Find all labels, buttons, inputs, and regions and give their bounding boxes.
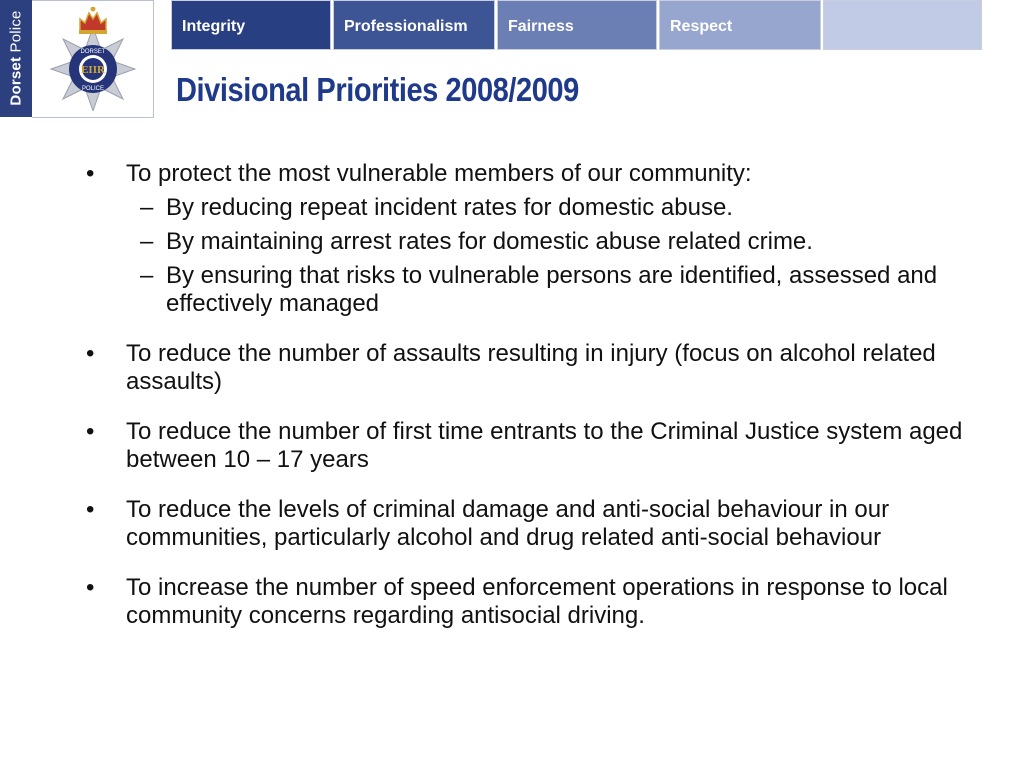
priority-text: To reduce the number of assaults resulting in injury (focus on alcohol related assaults) xyxy=(126,340,936,395)
priority-item xyxy=(86,160,966,318)
priority-text: To reduce the levels of criminal damage and anti-social behaviour in our communities, particularly alcohol and drug related anti-social behaviour xyxy=(126,496,890,551)
brand-wordmark: Dorset Police xyxy=(7,10,25,106)
dash-icon: – xyxy=(140,262,154,289)
value-tab-integrity: Integrity xyxy=(171,0,331,50)
sub-item-text: By ensuring that risks to vulnerable persons are identified, assessed and effectively managed xyxy=(166,262,938,317)
priority-item xyxy=(86,340,966,396)
sub-item-text: By maintaining arrest rates for domestic abuse related crime. xyxy=(166,228,813,255)
sub-item xyxy=(126,194,966,222)
bullet-icon: • xyxy=(86,418,95,445)
bullet-icon: • xyxy=(86,496,95,523)
crest-ring-bottom: POLICE xyxy=(81,86,105,92)
priority-item xyxy=(86,496,966,552)
bullet-icon: • xyxy=(86,340,95,367)
crest-ring-top: DORSET xyxy=(80,49,106,55)
priority-item xyxy=(86,418,966,474)
dash-icon: – xyxy=(140,194,154,221)
police-crest-icon xyxy=(46,7,140,111)
bullet-icon: • xyxy=(86,160,95,187)
value-tab-respect: Respect xyxy=(659,0,821,50)
priority-text: To reduce the number of first time entrants to the Criminal Justice system aged between 10 – 17 years xyxy=(126,418,963,473)
priorities-list xyxy=(86,160,966,652)
value-tab-professionalism: Professionalism xyxy=(333,0,495,50)
priority-text: To protect the most vulnerable members of our community: xyxy=(126,160,752,187)
sub-item xyxy=(126,262,966,318)
sub-item-text: By reducing repeat incident rates for domestic abuse. xyxy=(166,194,733,221)
sub-item xyxy=(126,228,966,256)
priority-text: To increase the number of speed enforcement operations in response to local community concerns regarding antisocial driving. xyxy=(126,574,948,629)
crown-icon xyxy=(79,7,107,34)
priority-item xyxy=(86,574,966,630)
value-tab-empty xyxy=(823,0,982,50)
royal-cipher: EIIR xyxy=(81,64,105,76)
value-tab-fairness: Fairness xyxy=(497,0,657,50)
brand-sidebar xyxy=(0,0,32,117)
bullet-icon: • xyxy=(86,574,95,601)
logo-panel xyxy=(32,0,154,118)
dash-icon: – xyxy=(140,228,154,255)
page-title: Divisional Priorities 2008/2009 xyxy=(176,71,579,108)
